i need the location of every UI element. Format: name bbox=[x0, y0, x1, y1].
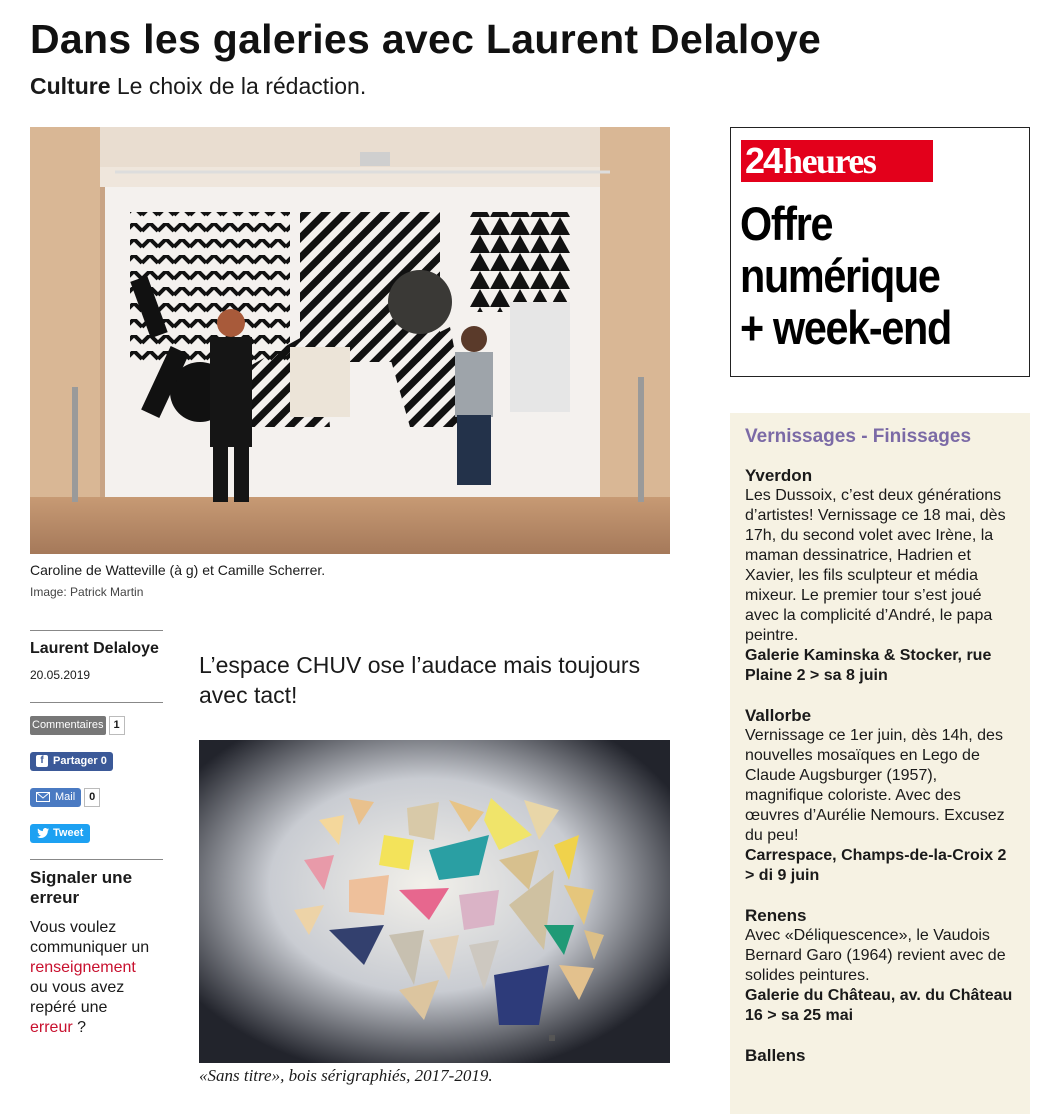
ad-line-2: numérique bbox=[740, 249, 940, 302]
twitter-bird-icon bbox=[37, 828, 49, 838]
logo-number: 24 bbox=[745, 140, 782, 181]
facebook-share-button[interactable] bbox=[30, 752, 113, 771]
report-error-text bbox=[30, 918, 163, 1038]
report-text-middle: ou vous avez repéré une bbox=[30, 979, 125, 1016]
tweet-button[interactable] bbox=[30, 824, 90, 843]
mail-count: 0 bbox=[84, 788, 100, 807]
brand-logo bbox=[741, 140, 933, 182]
event-venue: Carrespace, Champs-de-la-Croix 2 > di 9 juin bbox=[745, 847, 1007, 884]
ad-line-3: + week-end bbox=[740, 301, 951, 354]
artwork-illustration bbox=[199, 740, 670, 1063]
sidebar-title: Vernissages - Finissages bbox=[745, 426, 972, 447]
list-item bbox=[745, 1046, 1015, 1066]
ad-headline bbox=[740, 198, 951, 354]
report-error-title: Signaler une erreur bbox=[30, 868, 133, 907]
event-city: Renens bbox=[745, 906, 807, 925]
list-item bbox=[745, 466, 1015, 686]
logo-word: heures bbox=[783, 141, 876, 181]
event-venue: Galerie Kaminska & Stocker, rue Plaine 2 > sa 8 juin bbox=[745, 647, 992, 684]
rubric-link[interactable]: Culture bbox=[30, 73, 111, 99]
comments-button[interactable]: Commentaires bbox=[30, 716, 106, 735]
hero-caption: Caroline de Watteville (à g) et Camille Scherrer. bbox=[30, 562, 326, 578]
list-item bbox=[745, 906, 1015, 1026]
tweet-row bbox=[30, 823, 163, 843]
error-link[interactable]: erreur bbox=[30, 1019, 73, 1036]
subheadline bbox=[30, 73, 366, 100]
info-link[interactable]: renseignement bbox=[30, 959, 136, 976]
divider bbox=[30, 702, 163, 703]
event-text: Vernissage ce 1er juin, dès 14h, des nouvelles mosaïques en Lego de Claude Augsburger (1957), magnifique coloriste. Avec des œuvres d’Aurélie Nemours. Excusez du peu! bbox=[745, 727, 1005, 844]
divider bbox=[30, 630, 163, 631]
hero-photo[interactable] bbox=[30, 127, 670, 554]
list-item bbox=[745, 706, 1015, 886]
envelope-icon bbox=[36, 792, 50, 802]
kicker: Le choix de la rédaction. bbox=[116, 73, 367, 99]
comments-row bbox=[30, 715, 163, 735]
report-text-after: ? bbox=[72, 1019, 87, 1036]
artwork-photo[interactable] bbox=[199, 740, 670, 1063]
event-text: Les Dussoix, c’est deux générations d’artistes! Vernissage ce 18 mai, dès 17h, du second volet avec Irène, la maman dessinatrice, Hadrien et Xavier, les fils sculpteur et média mixeur. Le premier tour s’est joué avec la complicité d’André, le papa peintre. bbox=[745, 487, 1006, 644]
artwork-caption: «Sans titre», bois sérigraphiés, 2017-2019. bbox=[199, 1066, 493, 1085]
divider bbox=[30, 859, 163, 860]
ad-banner[interactable] bbox=[730, 127, 1030, 377]
share-label: Partager 0 bbox=[53, 754, 107, 767]
gallery-photo-illustration bbox=[30, 127, 670, 554]
vernissages-sidebar bbox=[730, 413, 1030, 1114]
report-text-before: Vous voulez communiquer un bbox=[30, 919, 150, 956]
author-column bbox=[30, 630, 163, 1038]
event-city: Yverdon bbox=[745, 466, 813, 485]
mail-label: Mail bbox=[55, 790, 76, 803]
event-text: Avec «Déliquescence», le Vaudois Bernard Garo (1964) revient avec de solides peintures. bbox=[745, 927, 1006, 984]
mail-row bbox=[30, 787, 163, 807]
publish-date: 20.05.2019 bbox=[30, 668, 91, 682]
event-city: Vallorbe bbox=[745, 706, 812, 725]
facebook-icon: f bbox=[36, 755, 48, 767]
hero-credit: Image: Patrick Martin bbox=[30, 585, 144, 599]
author-name[interactable]: Laurent Delaloye bbox=[30, 640, 159, 657]
mail-button[interactable] bbox=[30, 788, 81, 807]
share-row bbox=[30, 751, 163, 771]
article-lead: L’espace CHUV ose l’audace mais toujours avec tact! bbox=[199, 652, 641, 708]
tweet-label: Tweet bbox=[53, 826, 84, 839]
ad-line-1: Offre bbox=[740, 197, 833, 250]
event-venue: Galerie du Château, av. du Château 16 > sa 25 mai bbox=[745, 987, 1013, 1024]
event-city: Ballens bbox=[745, 1046, 806, 1065]
comments-count: 1 bbox=[109, 716, 125, 735]
page-title: Dans les galeries avec Laurent Delaloye bbox=[30, 16, 822, 62]
